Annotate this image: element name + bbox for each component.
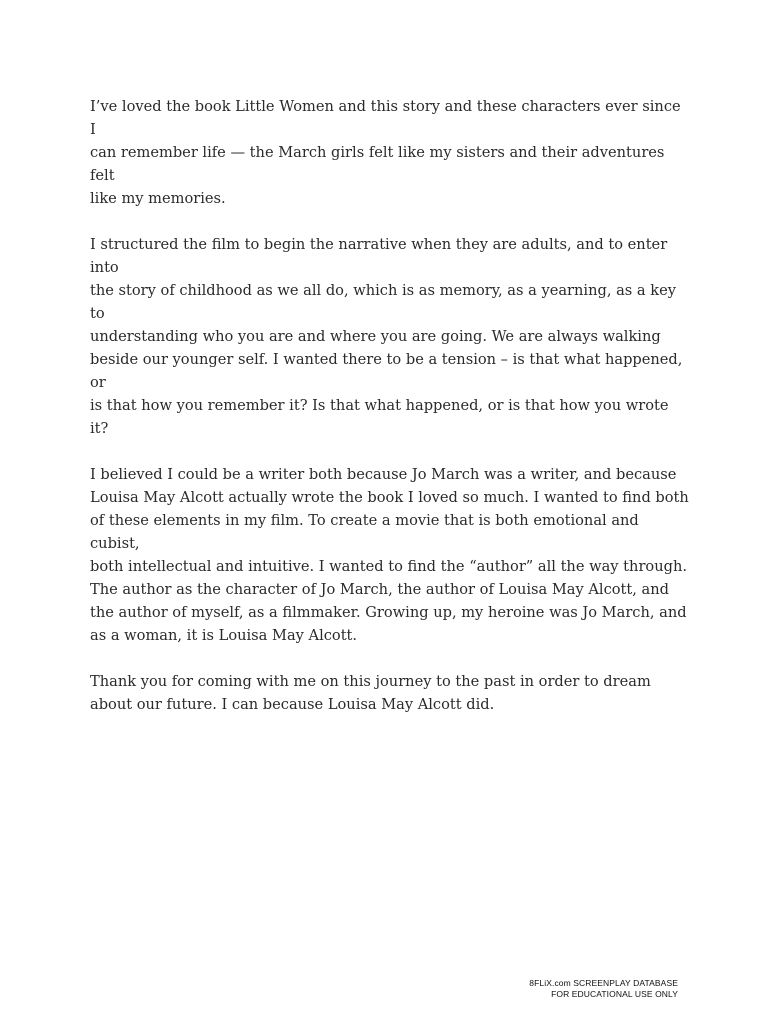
paragraph-3: I believed I could be a writer both because Jo March was a writer, and because Louisa May Alcott actually wrote the book I loved so much. I wanted to find both of these elements in my film. To create a movie that is both emotional and cubist, both intellectual and intuitive. I wanted to find the “author” all the way through. The author as the character of Jo March, the author of Louisa May Alcott, and the author of myself, as a filmmaker. Growing up, my heroine was Jo March, and as a woman, it is Louisa May Alcott. bbox=[90, 466, 689, 644]
footer-line-source: 8FLiX.com SCREENPLAY DATABASE bbox=[529, 978, 678, 988]
paragraph-1: I’ve loved the book Little Women and this story and these characters ever since I can remember life — the March girls felt like my sisters and their adventures felt like my memories. bbox=[90, 98, 681, 207]
footer-line-notice: FOR EDUCATIONAL USE ONLY bbox=[551, 989, 678, 999]
paragraph-4: Thank you for coming with me on this journey to the past in order to dream about our future. I can because Louisa May Alcott did. bbox=[90, 673, 651, 713]
watermark-footer bbox=[529, 978, 678, 1000]
document-body bbox=[90, 95, 690, 739]
paragraph-2: I structured the film to begin the narrative when they are adults, and to enter into the story of childhood as we all do, which is as memory, as a yearning, as a key to understanding who you are and where you are going. We are always walking beside our younger self. I wanted there to be a tension – is that what happened, or is that how you remember it? Is that what happened, or is that how you wrote it? bbox=[90, 236, 683, 437]
